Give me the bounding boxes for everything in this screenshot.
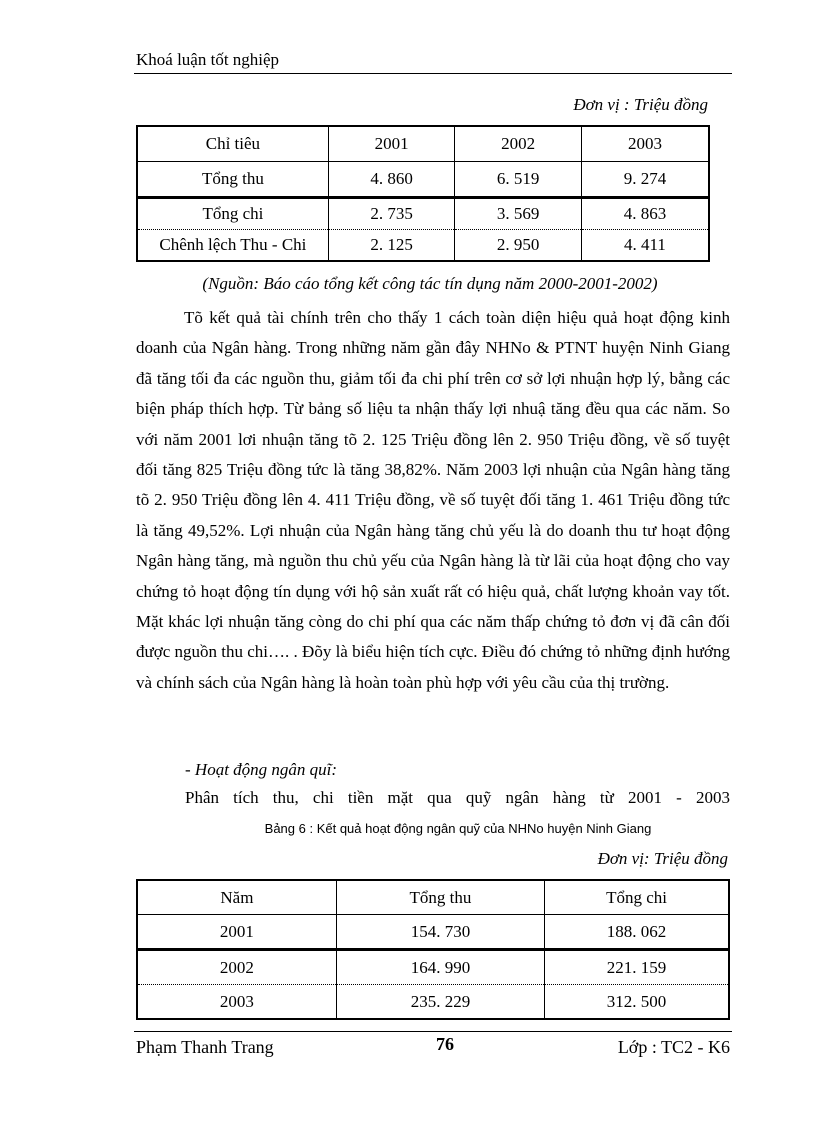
table-cell: 312. 500 [545, 985, 729, 1020]
table-header-cell: 2001 [328, 126, 455, 162]
section-subheading: - Hoạt động ngân quĩ: [185, 760, 338, 779]
table-cell: 2. 950 [455, 230, 582, 262]
table-row [137, 198, 709, 230]
table-cell: 2001 [137, 915, 336, 950]
table2-unit: Đơn vị: Triệu đồng [597, 849, 728, 868]
table-header-cell: 2003 [581, 126, 709, 162]
header-title: Khoá luận tốt nghiệp [136, 50, 280, 69]
table-row [137, 162, 709, 198]
table-cell: Chênh lệch Thu - Chi [159, 235, 307, 254]
header-divider [134, 73, 732, 74]
treasury-results-table [136, 879, 730, 1020]
table-header-row [137, 126, 709, 162]
table-header-cell: Chỉ tiêu [137, 126, 328, 162]
table-cell: 154. 730 [336, 915, 544, 950]
table-header-row [137, 880, 729, 915]
table-cell: 188. 062 [545, 915, 729, 950]
table-cell: 4. 863 [581, 198, 709, 230]
footer-class: Lớp : TC2 - K6 [617, 1037, 730, 1057]
table-cell: 2002 [137, 950, 336, 985]
table-header-cell: 2002 [455, 126, 582, 162]
table-row [137, 230, 709, 262]
table-cell: 9. 274 [581, 162, 709, 198]
page-number: 76 [436, 1034, 454, 1054]
table2-caption: Bảng 6 : Kết quả hoạt động ngân quỹ của NHNo huyện Ninh Giang [264, 821, 652, 836]
table-cell: 164. 990 [336, 950, 544, 985]
table-header-cell: Năm [137, 880, 336, 915]
table-cell: 2. 125 [328, 230, 455, 262]
table-cell: 2. 735 [328, 198, 455, 230]
table-row [137, 985, 729, 1020]
footer-divider [134, 1031, 732, 1032]
table-cell: 4. 411 [581, 230, 709, 262]
table1-source: (Nguồn: Báo cáo tổng kết công tác tín dụng năm 2000-2001-2002) [202, 274, 658, 293]
table-cell: 235. 229 [336, 985, 544, 1020]
table-cell: 3. 569 [455, 198, 582, 230]
table1-unit: Đơn vị : Triệu đồng [573, 95, 708, 114]
table-cell: Tổng thu [137, 162, 328, 198]
financial-results-table [136, 125, 710, 262]
table-header-cell: Tổng thu [336, 880, 544, 915]
table-cell: 4. 860 [328, 162, 455, 198]
table-row [137, 950, 729, 985]
table-cell: 6. 519 [455, 162, 582, 198]
footer-author: Phạm Thanh Trang [136, 1037, 274, 1057]
table-cell: 2003 [219, 991, 254, 1011]
table-header-cell: Tổng chi [545, 880, 729, 915]
table-cell: Tổng chi [137, 198, 328, 230]
analysis-line: Phân tích thu, chi tiền mặt qua quỹ ngân hàng từ 2001 - 2003 [185, 788, 730, 807]
table-row [137, 915, 729, 950]
body-paragraph: Tõ kết quả tài chính trên cho thấy 1 cách toàn diện hiệu quả hoạt động kinh doanh của Ngân hàng. Trong những năm gần đây NHNo & PTNT huyện Ninh Giang đã tăng tối đa các nguồn thu, giảm tối đa chi phí trên cơ sở lợi nhuận hợp lý, bằng các biện pháp thích hợp. Từ bảng số liệu ta nhận thấy lợi nhuậ tăng đều qua các năm. So với năm 2001 lơi nhuận tăng tõ 2. 125 Triệu đồng lên 2. 950 Triệu đồng, về số tuyệt đối tăng 825 Triệu đồng tức là tăng 38,82%. Năm 2003 lợi nhuận của Ngân hàng tăng tõ 2. 950 Triệu đồng lên 4. 411 Triệu đồng, về số tuyệt đối tăng 1. 461 Triệu đồng tức là tăng 49,52%. Lợi nhuận của Ngân hàng tăng chủ yếu là do doanh thu tư hoạt động Ngân hàng tăng, mà nguồn thu chủ yếu của Ngân hàng là từ lãi của hoạt động cho vay chứng tỏ hoạt động tín dụng với hộ sản xuất rất có hiệu quả, chất lượng khoản vay tốt. Mặt khác lợi nhuận tăng còng do chi phí qua các năm thấp chứng tỏ đơn vị đã cân đối được nguồn thu chi…. . Đõy là biểu hiện tích cực. Điều đó chứng tỏ những định hướng và chính sách của Ngân hàng là hoàn toàn phù hợp với yêu cầu của thị trường. [136, 308, 730, 692]
table-cell: 221. 159 [545, 950, 729, 985]
